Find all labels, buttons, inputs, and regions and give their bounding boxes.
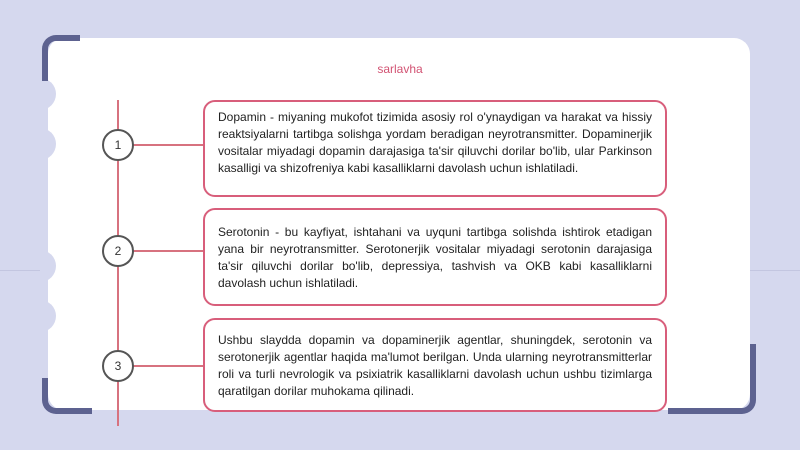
timeline-connector [132,144,204,146]
timeline-item-box [203,318,667,412]
step-number-circle: 1 [102,129,134,161]
corner-bracket-bottom-right [668,344,756,414]
corner-bracket-bottom-left [42,378,92,414]
step-number-circle: 2 [102,235,134,267]
slide-title: sarlavha [377,62,423,76]
timeline-connector [132,250,204,252]
timeline-item-text: Ushbu slaydda dopamin va dopaminerjik agentlar, shuningdek, serotonin va serotonerjik agentlar haqida ma'lumot berilgan. Unda ularning neyrotransmitterlar roli va turli nevrologik va psixiatrik kasalliklarni davolash uchun ushbu tizimlarga qaratilgan dorilar muhokama qilinadi. [218,333,652,398]
timeline-item-text: Serotonin - bu kayfiyat, ishtahani va uyquni tartibga solishda ishtirok etadigan yana bir neyrotransmitter. Serotonerjik vositalar miyadagi serotonin darajasiga ta'sir qiluvchi dorilar bo'lib, depressiya, tashvish va OKB kabi kasalliklarni davolash uchun ishlatiladi. [218,225,652,290]
timeline-connector [132,365,204,367]
timeline-item-box [203,100,667,197]
timeline-item-text: Dopamin - miyaning mukofot tizimida asosiy rol o'ynaydigan va harakat va hissiy reaktsiyalarni tartibga solishga yordam beradigan neyrotransmitter. Dopaminerjik vositalar miyadagi dopamin darajasiga ta'sir qiluvchi dorilar bo'lib, ular Parkinson kasalligi va shizofreniya kabi kasalliklarni davolash uchun ishlatiladi. [218,110,652,175]
timeline-item-box [203,208,667,306]
corner-bracket-top-left [42,35,80,81]
step-number-circle: 3 [102,350,134,382]
